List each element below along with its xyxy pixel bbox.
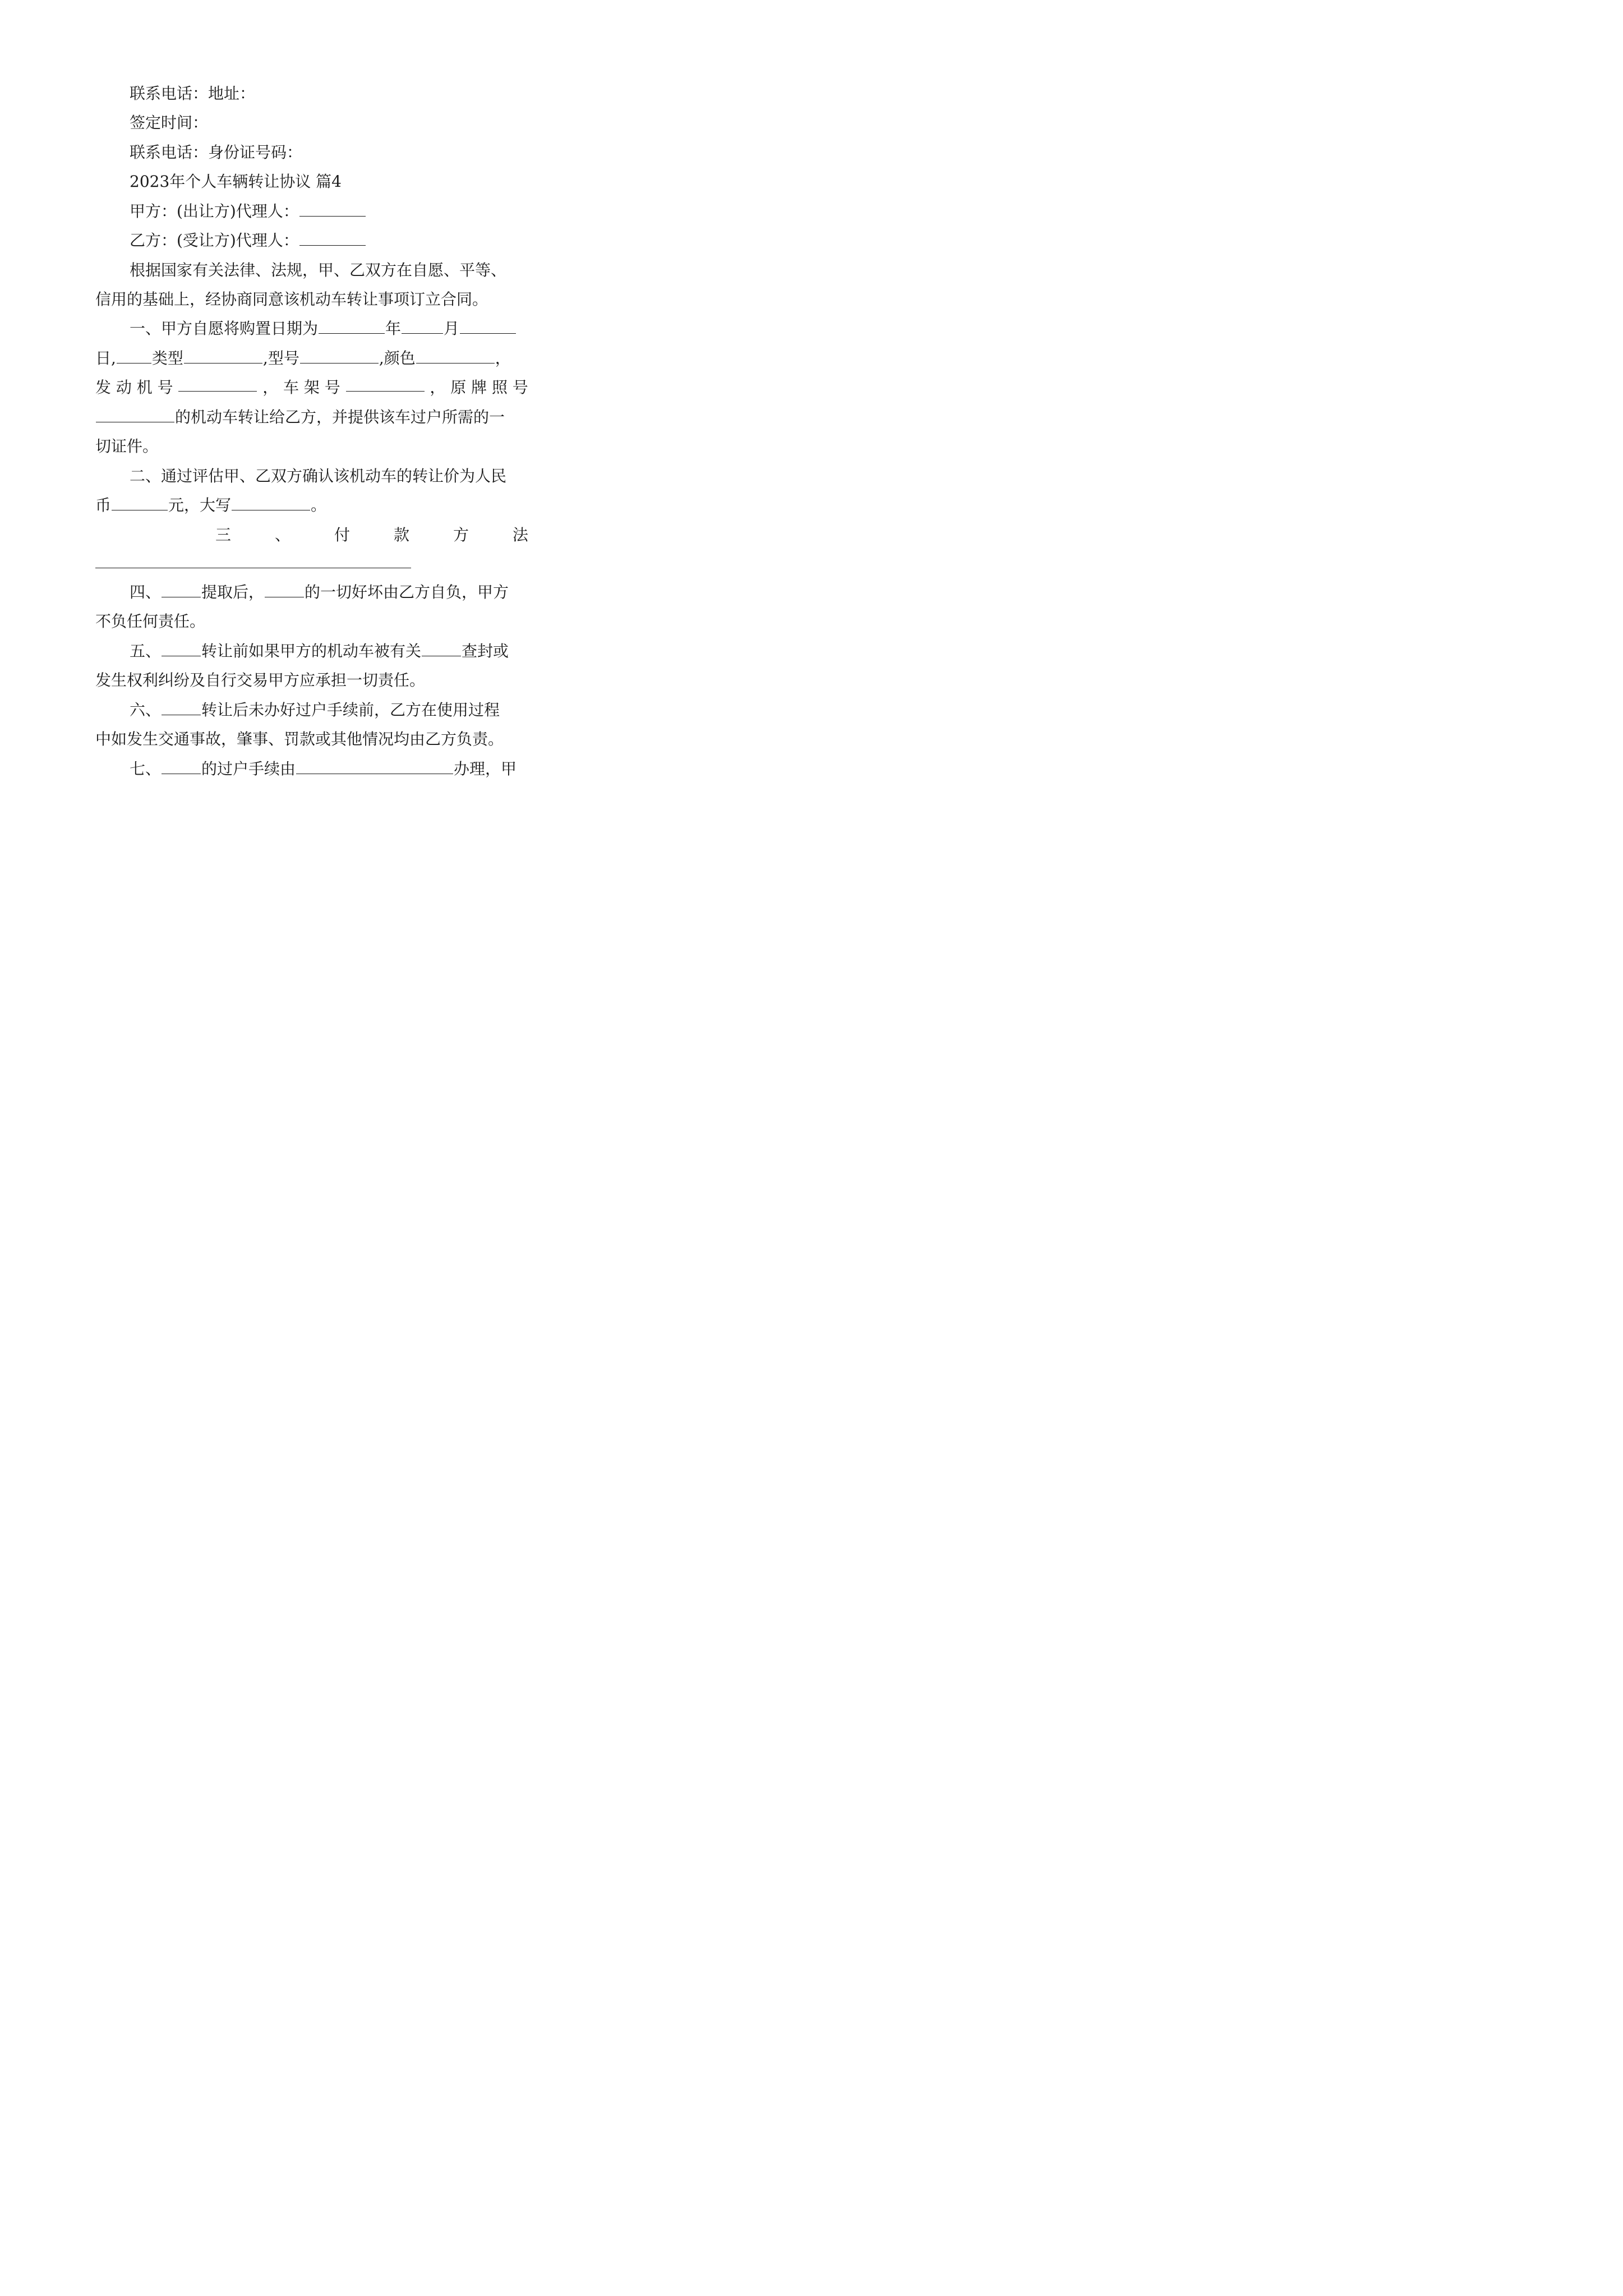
clause-5-line-2: 发生权利纠纷及自行交易甲方应承担一切责任。 xyxy=(95,671,426,689)
plate-number-blank xyxy=(96,407,174,422)
clause-1-line-5: 切证件。 xyxy=(95,437,159,455)
engine-char: 机 xyxy=(136,378,153,397)
clause-1-line-1 xyxy=(130,318,517,340)
clause-7-number: 七、 xyxy=(130,760,162,778)
month-label: 月 xyxy=(444,319,460,338)
engine-char: 动 xyxy=(116,378,132,397)
plate-char: 照 xyxy=(491,378,508,397)
purchase-month-blank xyxy=(402,319,443,334)
party-b-label: 乙方：(受让方)代理人： xyxy=(130,231,299,250)
clause-3-char: 款 xyxy=(393,526,409,544)
clause-7-line-1 xyxy=(130,758,517,780)
clause-2-line-2 xyxy=(95,494,326,517)
intro-line-2: 信用的基础上，经协商同意该机动车转让事项订立合同。 xyxy=(95,290,488,309)
clause-4-blank-2 xyxy=(265,582,304,597)
clause-4-blank-1 xyxy=(162,582,201,597)
engine-number-blank xyxy=(178,376,257,392)
plate-char: 号 xyxy=(512,378,528,397)
clause-4-text-1: 提取后， xyxy=(201,583,265,601)
clause-1-text: 一、甲方自愿将购置日期为 xyxy=(130,319,319,338)
party-b-line xyxy=(130,229,366,252)
sign-time-line: 签定时间： xyxy=(130,113,209,132)
day-label: 日, xyxy=(95,349,116,367)
clause-6-number: 六、 xyxy=(130,701,162,719)
clause-1-line-2 xyxy=(95,347,511,370)
clause-1-line-4 xyxy=(95,406,505,429)
price-words-blank xyxy=(232,495,310,510)
party-b-agent-blank xyxy=(299,231,366,246)
vehicle-blank xyxy=(117,348,151,364)
type-label: 类型 xyxy=(151,349,183,367)
frame-char: 车 xyxy=(283,378,299,397)
clause-6-line-1 xyxy=(130,699,500,721)
clause-5-number: 五、 xyxy=(130,642,162,660)
clause-4-line-2: 不负任何责任。 xyxy=(95,612,206,631)
clause-7-text-1: 的过户手续由 xyxy=(201,760,296,778)
purchase-year-blank xyxy=(319,319,385,334)
party-a-line xyxy=(130,200,366,223)
frame-number-blank xyxy=(346,376,425,392)
frame-char: 架 xyxy=(303,378,320,397)
price-blank xyxy=(112,495,168,510)
clause-7-blank-2 xyxy=(296,759,453,774)
clause-2-line-1: 二、通过评估甲、乙双方确认该机动车的转让价为人民 xyxy=(130,467,507,485)
clause-6-blank xyxy=(162,700,201,715)
clause-3-char: 三 xyxy=(215,526,232,544)
clause-5-text-2: 查封或 xyxy=(462,642,509,660)
type-blank xyxy=(184,348,262,364)
plate-char: ， xyxy=(430,378,446,397)
clause-1-tail: 的机动车转让给乙方，并提供该车过户所需的一 xyxy=(175,408,505,426)
clause-6-line-2: 中如发生交通事故，肇事、罚款或其他情况均由乙方负责。 xyxy=(95,730,504,748)
model-blank xyxy=(300,348,379,364)
clause-4-line-1 xyxy=(130,581,509,604)
clause-4-text-2: 的一切好坏由乙方自负，甲方 xyxy=(305,583,509,601)
purchase-day-blank xyxy=(460,319,516,334)
party-a-label: 甲方：(出让方)代理人： xyxy=(130,202,299,220)
engine-char: 发 xyxy=(95,378,112,397)
clause-3-heading xyxy=(215,524,528,546)
clause-3-char: 方 xyxy=(453,526,469,544)
clause-3-char: 付 xyxy=(334,526,350,544)
price-words-label: 元，大写 xyxy=(168,496,232,514)
plate-char: 原 xyxy=(450,378,467,397)
comma: ， xyxy=(495,349,511,367)
frame-char: ， xyxy=(262,378,279,397)
clause-6-text: 转让后未办好过户手续前，乙方在使用过程 xyxy=(201,701,500,719)
contact-id-line: 联系电话：身份证号码： xyxy=(130,143,303,162)
color-label: ,颜色 xyxy=(379,349,416,367)
color-blank xyxy=(416,348,495,364)
clause-1-line-3 xyxy=(95,376,528,399)
contact-address-line: 联系电话：地址： xyxy=(130,84,256,103)
plate-char: 牌 xyxy=(471,378,487,397)
clause-5-text-1: 转让前如果甲方的机动车被有关 xyxy=(201,642,422,660)
clause-3-char: 、 xyxy=(274,526,291,544)
year-label: 年 xyxy=(385,319,402,338)
frame-char: 号 xyxy=(324,378,340,397)
document-page xyxy=(0,0,617,873)
section-title: 2023年个人车辆转让协议 篇4 xyxy=(130,172,342,191)
clause-4-number: 四、 xyxy=(130,583,162,601)
clause-7-text-2: 办理，甲 xyxy=(454,760,517,778)
clause-5-blank-1 xyxy=(162,641,201,656)
intro-line-1: 根据国家有关法律、法规，甲、乙双方在自愿、平等、 xyxy=(130,261,507,279)
party-a-agent-blank xyxy=(299,201,366,217)
clause-5-blank-2 xyxy=(422,641,461,656)
clause-3-char: 法 xyxy=(512,526,528,544)
currency-label: 币 xyxy=(95,496,112,514)
clause-7-blank-1 xyxy=(162,759,201,774)
engine-char: 号 xyxy=(157,378,173,397)
model-label: ,型号 xyxy=(262,349,299,367)
period: 。 xyxy=(311,496,327,514)
clause-5-line-1 xyxy=(130,640,509,662)
